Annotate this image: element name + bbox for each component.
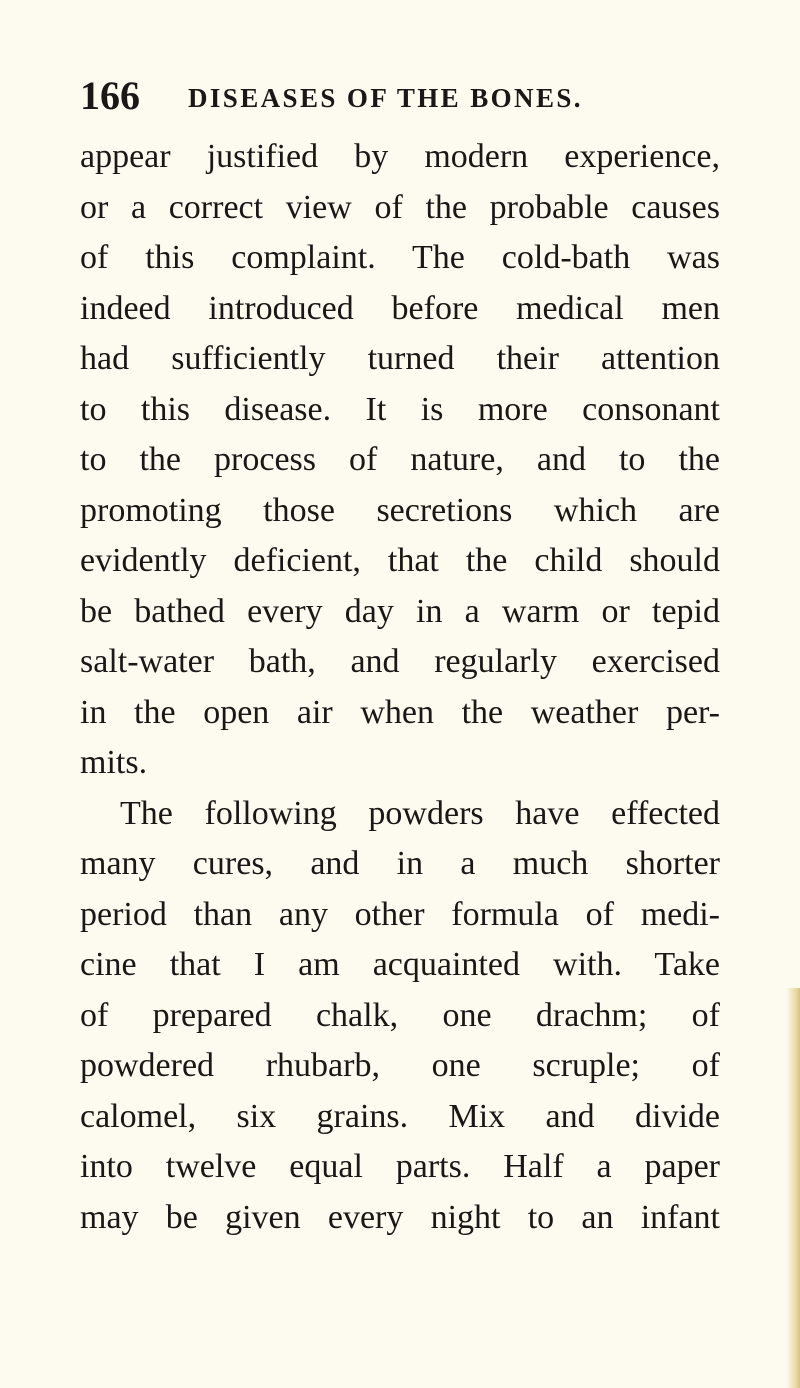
text-line: indeed introduced before medical men (80, 289, 720, 327)
page-number: 166 (80, 73, 140, 118)
text-line: promoting those secretions which are (80, 491, 720, 529)
body-text (80, 132, 720, 1243)
text-line: or a correct view of the probable causes (80, 188, 720, 226)
text-line: The following powders have effected (120, 794, 720, 832)
text-line: appear justified by modern experience, (80, 138, 720, 175)
text-line: calomel, six grains. Mix and divide (80, 1097, 720, 1135)
text-line: mits. (80, 744, 148, 781)
text-line: may be given every night to an infant (80, 1198, 720, 1236)
text-line: powdered rhubarb, one scruple; of (80, 1047, 720, 1084)
text-line: evidently deficient, that the child should (80, 542, 720, 579)
running-head (80, 70, 720, 120)
text-line: to the process of nature, and to the (80, 441, 720, 478)
page-edge-stain (786, 988, 800, 1388)
text-line: to this disease. It is more consonant (80, 390, 720, 428)
text-line: of this complaint. The cold-bath was (80, 239, 720, 276)
text-line: of prepared chalk, one drachm; of (80, 996, 720, 1034)
text-line: in the open air when the weather per- (80, 693, 720, 731)
running-title: DISEASES OF THE BONES. (188, 83, 583, 113)
text-line: salt-water bath, and regularly exercised (80, 643, 720, 680)
text-line: cine that I am acquainted with. Take (80, 946, 720, 983)
text-line: had sufficiently turned their attention (80, 340, 720, 377)
text-line: into twelve equal parts. Half a paper (80, 1148, 720, 1185)
text-line: be bathed every day in a warm or tepid (80, 592, 720, 630)
text-line: many cures, and in a much shorter (80, 845, 720, 882)
text-line: period than any other formula of medi- (80, 895, 720, 933)
